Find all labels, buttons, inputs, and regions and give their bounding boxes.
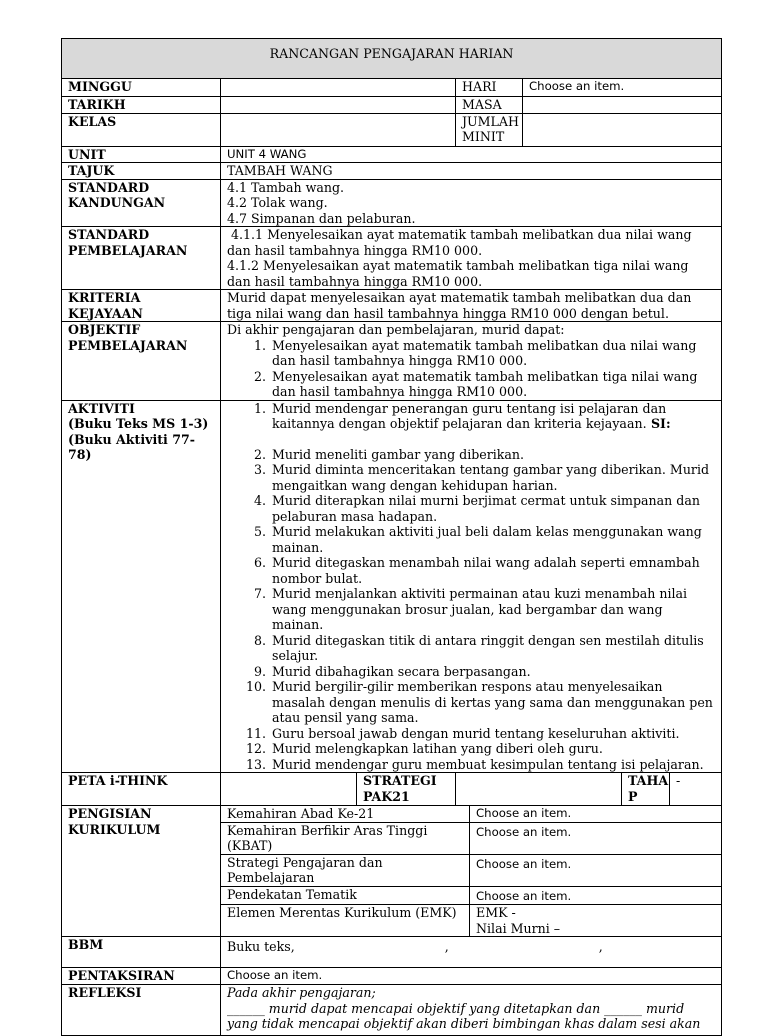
dropdown-pentaksiran[interactable]: Choose an item.	[221, 968, 722, 985]
value-tahap: -	[670, 773, 722, 806]
pk-item-abad-21: Kemahiran Abad Ke-21	[221, 806, 470, 823]
label-tarikh: TARIKH	[62, 97, 221, 114]
field-strategi-pak21[interactable]	[456, 773, 622, 806]
sk-item: 4.2 Tolak wang.	[227, 195, 328, 210]
label-objektif-pembelajaran: OBJEKTIF PEMBELAJARAN	[62, 322, 221, 401]
list-item: 12. Murid melengkapkan latihan yang diberi oleh guru.	[270, 741, 715, 757]
dropdown-tematik[interactable]: Choose an item.	[470, 886, 722, 905]
sp-item: 4.1.2 Menyelesaikan ayat matematik tambah melibatkan tiga nilai wang dan hasil tambahnya hingga RM10 000.	[227, 258, 689, 289]
value-kriteria-kejayaan: Murid dapat menyelesaikan ayat matematik tambah melibatkan dua dan tiga nilai wang dan hasil tambahnya hingga RM10 000 dengan betul.	[221, 290, 722, 322]
op-intro: Di akhir pengajaran dan pembelajaran, murid dapat:	[227, 322, 565, 337]
bbm-comma-2: ,	[598, 939, 603, 954]
list-item: 6. Murid ditegaskan menambah nilai wang adalah seperti emnambah nombor bulat.	[270, 555, 715, 586]
dropdown-hari[interactable]: Choose an item.	[523, 79, 722, 97]
label-pengisian-kurikulum: PENGISIAN KURIKULUM	[62, 806, 221, 937]
aktiviti-list	[227, 401, 715, 773]
field-kelas[interactable]	[221, 113, 456, 146]
pk-item-tematik: Pendekatan Tematik	[221, 886, 470, 905]
list-item: 11. Guru bersoal jawab dengan murid tentang keseluruhan aktiviti.	[270, 726, 715, 742]
lesson-plan-table	[61, 38, 722, 1036]
dropdown-kbat[interactable]: Choose an item.	[470, 822, 722, 854]
lesson-plan-document	[61, 38, 721, 1036]
label-peta-ithink: PETA i-THINK	[62, 773, 221, 806]
aktiviti-first-text: Murid mendengar penerangan guru tentang isi pelajaran dan kaitannya dengan objektif pelajaran dan kriteria kejayaan.	[272, 400, 667, 431]
value-standard-pembelajaran	[221, 227, 722, 290]
value-standard-kandungan	[221, 179, 722, 227]
list-item: 7. Murid menjalankan aktiviti permainan atau kuzi menambah nilai wang menggunakan brosur jualan, kad bergambar dan wang mainan.	[270, 586, 715, 633]
list-item: 3. Murid diminta menceritakan tentang gambar yang diberikan. Murid mengaitkan wang dengan kehidupan harian.	[270, 462, 715, 493]
label-hari: HARI	[456, 79, 523, 97]
aktiviti-title: AKTIVITI	[68, 400, 135, 416]
field-peta-ithink[interactable]	[221, 773, 357, 806]
list-item: 9. Murid dibahagikan secara berpasangan.	[270, 664, 715, 680]
field-tarikh[interactable]	[221, 97, 456, 114]
list-item: 8. Murid ditegaskan titik di antara ringgit dengan sen mestilah ditulis selajur.	[270, 633, 715, 664]
field-jumlah-minit[interactable]	[523, 113, 722, 146]
list-item	[270, 401, 715, 447]
value-refleksi[interactable]	[221, 985, 722, 1036]
field-masa[interactable]	[523, 97, 722, 114]
value-objektif-pembelajaran	[221, 322, 722, 401]
bbm-text: Buku teks,	[227, 939, 295, 954]
si-marker: SI:	[646, 416, 671, 431]
label-strategi-pak21: STRATEGI PAK21	[357, 773, 456, 806]
label-kriteria-kejayaan: KRITERIA KEJAYAAN	[62, 290, 221, 322]
label-pentaksiran: PENTAKSIRAN	[62, 968, 221, 985]
label-minggu: MINGGU	[62, 79, 221, 97]
value-emk	[470, 905, 722, 937]
op-list	[227, 338, 715, 400]
label-standard-kandungan: STANDARD KANDUNGAN	[62, 179, 221, 227]
aktiviti-buku-aktiviti: (Buku Aktiviti 77-78)	[68, 431, 195, 462]
list-item: 2. Menyelesaikan ayat matematik tambah melibatkan tiga nilai wang dan hasil tambahnya hingga RM10 000.	[270, 369, 715, 400]
label-standard-pembelajaran: STANDARD PEMBELAJARAN	[62, 227, 221, 290]
sk-item: 4.7 Simpanan dan pelaburan.	[227, 210, 416, 226]
label-unit: UNIT	[62, 146, 221, 163]
dropdown-abad-21[interactable]: Choose an item.	[470, 806, 722, 823]
list-item: 2. Murid meneliti gambar yang diberikan.	[270, 447, 715, 463]
emk-text: EMK -	[476, 905, 516, 920]
label-jumlah-minit: JUMLAH MINIT	[456, 113, 523, 146]
value-bbm[interactable]	[221, 937, 722, 968]
label-masa: MASA	[456, 97, 523, 114]
value-tajuk: TAMBAH WANG	[221, 163, 722, 180]
label-bbm: BBM	[62, 937, 221, 968]
label-aktiviti	[62, 400, 221, 773]
dropdown-strategi-pdp[interactable]: Choose an item.	[470, 854, 722, 886]
label-tahap: TAHA P	[622, 773, 670, 806]
label-refleksi: REFLEKSI	[62, 985, 221, 1036]
nilai-murni-text: Nilai Murni –	[476, 920, 561, 936]
page-title: RANCANGAN PENGAJARAN HARIAN	[62, 39, 722, 79]
pk-item-strategi-pdp: Strategi Pengajaran dan Pembelajaran	[221, 854, 470, 886]
field-minggu[interactable]	[221, 79, 456, 97]
aktiviti-buku-teks: (Buku Teks MS 1-3)	[68, 416, 209, 431]
bbm-comma-1: ,	[444, 939, 449, 954]
value-aktiviti	[221, 400, 722, 773]
sp-item: 4.1.1 Menyelesaikan ayat matematik tambah melibatkan dua nilai wang dan hasil tambahnya hingga RM10 000.	[227, 227, 696, 258]
label-tajuk: TAJUK	[62, 163, 221, 180]
list-item: 10. Murid bergilir-gilir memberikan respons atau menyelesaikan masalah dengan menulis di kertas yang sama dan menggunakan pen atau pensil yang sama.	[270, 679, 715, 726]
list-item: 13. Murid mendengar guru membuat kesimpulan tentang isi pelajaran.	[270, 757, 715, 773]
pk-item-kbat: Kemahiran Berfikir Aras Tinggi (KBAT)	[221, 822, 470, 854]
pk-item-emk: Elemen Merentas Kurikulum (EMK)	[221, 905, 470, 937]
list-item: 4. Murid diterapkan nilai murni berjimat cermat untuk simpanan dan pelaburan masa hadapan.	[270, 493, 715, 524]
list-item: 5. Murid melakukan aktiviti jual beli dalam kelas menggunakan wang mainan.	[270, 524, 715, 555]
label-kelas: KELAS	[62, 113, 221, 146]
list-item: 1. Menyelesaikan ayat matematik tambah melibatkan dua nilai wang dan hasil tambahnya hingga RM10 000.	[270, 338, 715, 369]
value-unit: UNIT 4 WANG	[221, 146, 722, 163]
refleksi-line-1: Pada akhir pengajaran;	[227, 985, 376, 1000]
sk-item: 4.1 Tambah wang.	[227, 179, 345, 195]
refleksi-line-2: ______ murid dapat mencapai objektif yang ditetapkan dan ______ murid yang tidak mencapai objektif akan diberi bimbingan khas dalam sesi akan	[227, 1000, 701, 1031]
